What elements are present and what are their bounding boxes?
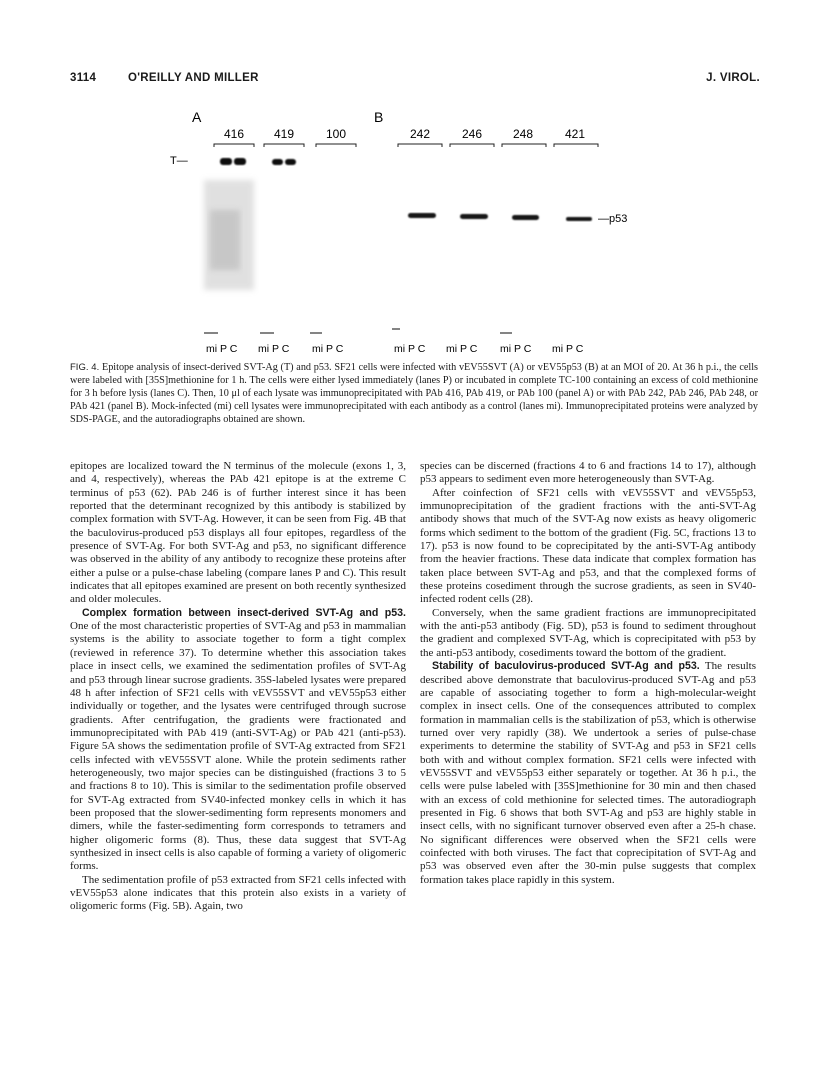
figure-4-autoradiograph — [150, 100, 710, 362]
band-246 — [460, 214, 488, 219]
journal-name: J. VIROL. — [706, 72, 760, 84]
paragraph: Conversely, when the same gradient fractions are immunoprecipitated with the anti-p53 antibody (Fig. 5D), p53 is found to sediment throughout the gradient and complexed SVT-Ag, which is coprecipitated with p53 by the anti-p53 antibody, cosediments toward the bottom of the gradient. — [420, 606, 756, 659]
caption-label: FIG. 4. — [70, 362, 100, 373]
paragraph: species can be discerned (fractions 4 to 6 and fractions 14 to 17), although p53 appears to sediment even more heterogeneously than SVT-Ag. — [420, 460, 756, 486]
band-416-C — [234, 158, 246, 165]
lane-labels-421: mi P C — [552, 343, 584, 355]
running-header — [70, 72, 760, 88]
antibody-label-248: 248 — [512, 127, 534, 141]
antibody-label-419: 419 — [273, 127, 295, 141]
bracket-421 — [554, 144, 598, 147]
paragraph: After coinfection of SF21 cells with vEV55SVT and vEV55p53, immunoprecipitation of the gradient fractions with the anti-SVT-Ag antibody shows that much of the SVT-Ag now exists as heavy oligomeric forms which sediment to the bottom of the gradient (Fig. 5C, fractions 13 to 17). p53 is now found to be coprecipitated by the anti-SVT-Ag antibody from the heavier fractions. These data indicate that complex formation has taken place between SVT-Ag and p53, and that the complexed forms of these proteins cosediment through the sucrose gradients, as seen in SV40-infected rodent cells (28). — [420, 486, 756, 606]
section-paragraph — [70, 607, 406, 874]
figure-caption — [70, 362, 758, 427]
lane-labels-242: mi P C — [394, 343, 426, 355]
bracket-419 — [264, 144, 304, 147]
paragraph: The sedimentation profile of p53 extracted from SF21 cells infected with vEV55p53 alone indicates that this protein also exists in a variety of oligomeric forms (Fig. 5B). Again, two — [70, 873, 406, 913]
antibody-label-242: 242 — [409, 127, 431, 141]
antibody-label-100: 100 — [325, 127, 347, 141]
band-242 — [408, 213, 436, 218]
panel-a-label: A — [192, 109, 202, 125]
paragraph: epitopes are localized toward the N terminus of the molecule (exons 1, 3, and 4, respectively), whereas the PAb 421 epitope is at the extreme C terminus of p53 (62). PAb 246 is of further interest since it has been reported that the determinant recognized by this antibody is stabilized by complex formation with SVT-Ag. However, it can be seen from Fig. 4B that the baculovirus-produced p53 displays all four epitopes, regardless of the presence of SVT-Ag. For both SVT-Ag and p53, no significant difference was observed in the ability of any antibody to recognize these proteins after either a pulse or a pulse-chase labeling (compare lanes P and C). This result indicates that all epitopes examined are present on both recently synthesized and older molecules. — [70, 460, 406, 606]
running-authors: O'REILLY AND MILLER — [128, 72, 259, 84]
lane-labels-419: mi P C — [258, 343, 290, 355]
gel-image — [150, 100, 710, 362]
left-column — [70, 460, 406, 914]
lane-labels-248: mi P C — [500, 343, 532, 355]
lane-brackets — [214, 144, 598, 147]
band-419-C — [285, 159, 296, 165]
antibody-label-416: 416 — [223, 127, 245, 141]
section-paragraph — [420, 660, 756, 887]
bracket-248 — [502, 144, 546, 147]
lane-labels-100: mi P C — [312, 343, 344, 355]
bracket-246 — [450, 144, 494, 147]
paragraph-body: One of the most characteristic properties of SVT-Ag and p53 in mammalian systems is the ability to associate together to form a tight complex (reviewed in reference 37). To determine whether this association takes place in insect cells, we examined the sedimentation profiles of SVT-Ag and p53 through linear sucrose gradients. 35S-labeled lysates were prepared 48 h after infection of SF21 cells with vEV55SVT and vEV55p53 either individually or together, and the lysates were centrifuged through sucrose gradients. After centrifugation, the gradients were fractionated and immunoprecipitated with PAb 419 (anti-SVT-Ag) or PAb 421 (anti-p53). Figure 5A shows the sedimentation profile of SVT-Ag extracted from SF21 cells infected with vEV55SVT alone. While the protein sediments rather heterogeneously, two major species can be distinguished (fractions 3 to 5 and fractions 8 to 10). This is similar to the sedimentation profile observed for SVT-Ag extracted from SV40-infected monkey cells in which it has been proposed that the slower-sedimenting form represents monomers and dimers, while the faster-sedimenting form corresponds to tetramers and higher oligomeric forms (8). Thus, these data suggest that SVT-Ag synthesized in insect cells is also capable of forming a variety of oligomeric forms. — [70, 620, 406, 873]
p53-marker: —p53 — [598, 213, 628, 225]
bracket-242 — [398, 144, 442, 147]
page-number: 3114 — [70, 72, 97, 84]
band-421 — [566, 217, 592, 221]
gel-smear-core — [210, 210, 240, 270]
antibody-label-246: 246 — [461, 127, 483, 141]
right-column — [420, 460, 756, 887]
p53-bands — [408, 213, 592, 221]
section-heading: Complex formation between insect-derived SVT-Ag and p53. — [82, 606, 406, 619]
paragraph-body: The results described above demonstrate that baculovirus-produced SVT-Ag and p53 are capable of associating together to form a high-molecular-weight complex in insect cells. One of the consequences attributed to complex formation in mammalian cells is the stabilization of p53, which is otherwise turned over very rapidly (38). We undertook a series of pulse-chase experiments to determine the stability of SVT-Ag and p53 in SF21 cells both with and without complex formation. SF21 cells were infected with vEV55SVT and vEV55p53 either separately or together. At 36 h p.i., the cells were pulse labeled with [35S]methionine for 30 min and then chased with an excess of cold methionine for selected times. The autoradiograph presented in Fig. 6 shows that both SVT-Ag and p53 are highly stable in insect cells, with no significant turnover observed even after a 25-h chase. No significant differences were observed when the SF21 cells were coinfected with both viruses. The fact that coprecipitation of SVT-Ag and p53 was observed even after the 30-min pulse suggests that complex formation takes place rapidly in this system. — [420, 660, 756, 886]
band-416-P — [220, 158, 232, 165]
bracket-416 — [214, 144, 254, 147]
band-248 — [512, 215, 539, 220]
caption-text: Epitope analysis of insect-derived SVT-Ag (T) and p53. SF21 cells were infected with vEV55SVT (A) or vEV55p53 (B) at an MOI of 20. At 36 h p.i., the cells were labeled with [35S]methionine for 1 h. The cells were either lysed immediately (lanes P) or incubated in complete TC-100 containing an excess of cold methionine for 3 h before lysis (lanes C). Then, 10 μl of each lysate was immunoprecipitated with PAb 416, PAb 419, or PAb 100 (panel A) or with PAb 242, PAb 246, PAb 248, or PAb 421 (panel B). Mock-infected (mi) cell lysates were immunoprecipitated with each antibody as a control (lanes mi). Immunoprecipitated proteins were analyzed by SDS-PAGE, and the autoradiographs obtained are shown. — [70, 362, 758, 425]
panel-b-label: B — [374, 109, 384, 125]
antibody-label-421: 421 — [564, 127, 586, 141]
bracket-100 — [316, 144, 356, 147]
bottom-marks — [204, 329, 512, 333]
t-antigen-marker: T— — [170, 155, 188, 167]
lane-labels-416: mi P C — [206, 343, 238, 355]
lane-labels-246: mi P C — [446, 343, 478, 355]
section-heading: Stability of baculovirus-produced SVT-Ag and p53. — [432, 660, 700, 673]
band-419-P — [272, 159, 283, 165]
svt-ag-bands — [220, 158, 296, 165]
